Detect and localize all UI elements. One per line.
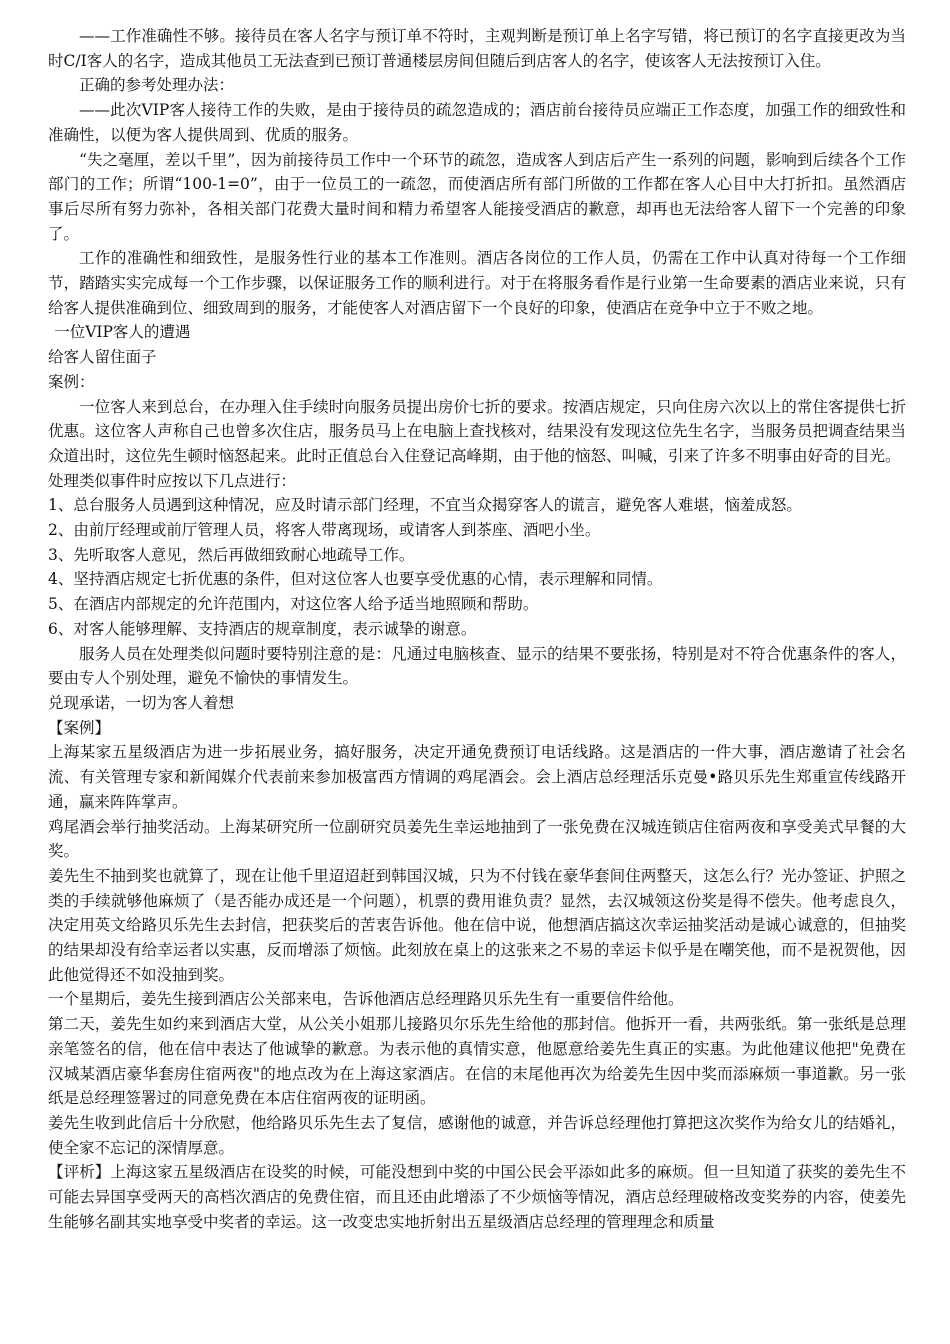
paragraph: ——此次VIP客人接待工作的失败，是由于接待员的疏忽造成的；酒店前台接待员应端正工作态度，加强工作的细致性和准确性，以便为客人提供周到、优质的服务。 [48, 101, 906, 144]
paragraph: 第二天，姜先生如约来到酒店大堂，从公关小姐那儿接路贝尔乐先生给他的那封信。他拆开一看，共两张纸。第一张纸是总理亲笔签名的信，他在信中表达了他诚挚的歉意。为表示他的真情实意，他愿意给姜先生真正的实惠。为此他建议他把"免费在汉城某酒店豪华套房住宿两夜"的地点改为在上海这家酒店。在信的末尾他再次为给姜先生因中奖而添麻烦一事道歉。另一张纸是总经理签署过的同意免费在本店住宿两夜的证明函。 [48, 1015, 906, 1108]
paragraph: 6、对客人能够理解、支持酒店的规章制度，表示诚挚的谢意。 [48, 619, 477, 638]
paragraph: 一位客人来到总台，在办理入住手续时向服务员提出房价七折的要求。按酒店规定，只向住房六次以上的常住客提供七折优惠。这位客人声称自己也曾多次住店，服务员马上在电脑上查找核对，结果没有发现这位先生名字，当服务员把调查结果当众道出时，这位先生顿时恼怒起来。此时正值总台入住登记高峰期，由于他的恼怒、叫喊，引来了许多不明事由好奇的目光。 [48, 397, 906, 465]
paragraph: 【评析】上海这家五星级酒店在设奖的时候，可能没想到中奖的中国公民会平添如此多的麻烦。但一旦知道了获奖的姜先生不可能去异国享受两天的高档次酒店的免费住宿，而且还由此增添了不少烦恼等情况，酒店总经理破格改变奖券的内容，使姜先生能够名副其实地享受中奖者的幸运。这一改变忠实地折射出五星级酒店总经理的管理理念和质量 [48, 1163, 906, 1231]
paragraph: 1、总台服务人员遇到这种情况，应及时请示部门经理，不宜当众揭穿客人的谎言，避免客人难堪，恼羞成怒。 [48, 496, 802, 515]
paragraph: 5、在酒店内部规定的允许范围内，对这位客人给予适当地照顾和帮助。 [48, 595, 539, 614]
paragraph: 工作的准确性和细致性，是服务性行业的基本工作准则。酒店各岗位的工作人员，仍需在工作中认真对待每一个工作细节，踏踏实实完成每一个工作步骤，以保证服务工作的顺利进行。对于在将服务看作是行业第一生命要素的酒店业来说，只有给客人提供准确到位、细致周到的服务，才能使客人对酒店留下一个良好的印象，使酒店在竞争中立于不败之地。 [48, 249, 906, 317]
paragraph: 服务人员在处理类似问题时要特别注意的是：凡通过电脑核查、显示的结果不要张扬，特别是对不符合优惠条件的客人，要由专人个别处理，避免不愉快的事情发生。 [48, 644, 906, 688]
paragraph: 兑现承诺，一切为客人着想 [48, 693, 235, 712]
paragraph: 正确的参考处理办法： [79, 76, 235, 95]
paragraph: 姜先生收到此信后十分欣慰，他给路贝乐先生去了复信，感谢他的诚意，并告诉总经理他打算把这次奖作为给女儿的结婚礼，使全家不忘记的深情厚意。 [48, 1113, 906, 1157]
paragraph: 处理类似事件时应按以下几点进行： [48, 471, 297, 490]
paragraph: 上海某家五星级酒店为进一步拓展业务，搞好服务，决定开通免费预订电话线路。这是酒店的一件大事，酒店邀请了社会名流、有关管理专家和新闻媒介代表前来参加极富西方情调的鸡尾酒会。会上酒店总经理活乐克曼•路贝乐先生郑重宣传线路开通，赢来阵阵掌声。 [48, 743, 906, 811]
paragraph: 一位VIP客人的遭遇 [54, 323, 191, 342]
paragraph: 一个星期后，姜先生接到酒店公关部来电，告诉他酒店总经理路贝乐先生有一重要信件给他。 [48, 990, 684, 1009]
paragraph: 给客人留住面子 [48, 348, 157, 367]
paragraph: ——工作准确性不够。接待员在客人名字与预订单不符时，主观判断是预订单上名字写错，将已预订的名字直接更改为当时C/I客人的名字，造成其他员工无法查到已预订普通楼层房间但随后到店客人的名字，使该客人无法按预订入住。 [48, 27, 906, 70]
paragraph: 4、坚持酒店规定七折优惠的条件，但对这位客人也要享受优惠的心情，表示理解和同情。 [48, 570, 663, 589]
document-page [48, 24, 906, 1234]
paragraph: 3、先听取客人意见，然后再做细致耐心地疏导工作。 [48, 545, 415, 564]
paragraph: 【案例】 [48, 718, 111, 737]
paragraph: “失之毫厘，差以千里”，因为前接待员工作中一个环节的疏忽，造成客人到店后产生一系列的问题，影响到后续各个工作部门的工作；所谓“100-1=0”，由于一位员工的一疏忽，而使酒店所有部门所做的工作都在客人心目中大打折扣。虽然酒店事后尽所有努力弥补，各相关部门花费大量时间和精力希望客人能接受酒店的歉意，却再也无法给客人留下一个完善的印象了。 [48, 150, 906, 243]
paragraph: 姜先生不抽到奖也就算了，现在让他千里迢迢赶到韩国汉城，只为不付钱在豪华套间住两整天，这怎么行？光办签证、护照之类的手续就够他麻烦了（是否能办成还是一个问题），机票的费用谁负责？显然，去汉城领这份奖是得不偿失。他考虑良久，决定用英文给路贝乐先生去封信，把获奖后的苦衷告诉他。他在信中说，他想酒店搞这次幸运抽奖活动是诚心诚意的，但抽奖的结果却没有给幸运者以实惠，反而增添了烦恼。此刻放在桌上的这张来之不易的幸运卡似乎是在嘲笑他，而不是祝贺他，因此他觉得还不如没抽到奖。 [48, 866, 906, 984]
paragraph: 2、由前厅经理或前厅管理人员，将客人带离现场，或请客人到茶座、酒吧小坐。 [48, 521, 601, 540]
paragraph: 鸡尾酒会举行抽奖活动。上海某研究所一位副研究员姜先生幸运地抽到了一张免费在汉城连锁店住宿两夜和享受美式早餐的大奖。 [48, 817, 906, 861]
paragraph: 案例： [48, 372, 95, 391]
